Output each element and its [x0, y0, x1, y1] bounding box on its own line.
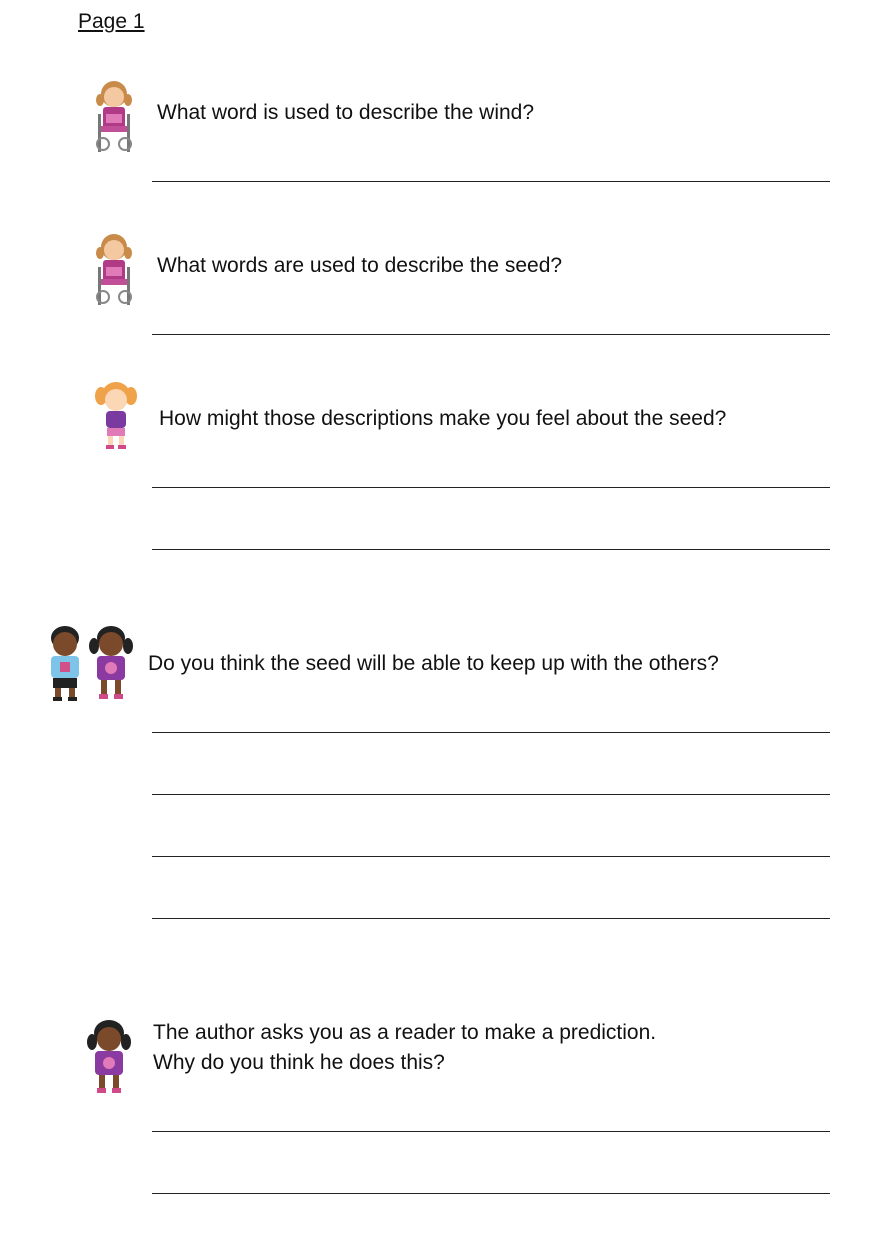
answer-line[interactable] — [152, 181, 830, 182]
question-5 — [153, 1018, 656, 1078]
question-3: How might those descriptions make you feel about the seed? — [159, 407, 727, 430]
question-1: What word is used to describe the wind? — [157, 101, 535, 124]
answer-line[interactable] — [152, 918, 830, 919]
question-4: Do you think the seed will be able to keep up with the others? — [148, 652, 719, 675]
question-5-line-1: The author asks you as a reader to make a prediction. — [153, 1021, 657, 1044]
boy-and-girl-icon — [44, 624, 134, 704]
question-2: What words are used to describe the seed? — [157, 254, 563, 277]
girl-pigtails-icon — [93, 380, 139, 452]
answer-line[interactable] — [152, 856, 830, 857]
answer-line[interactable] — [152, 732, 830, 733]
answer-line[interactable] — [152, 794, 830, 795]
answer-line[interactable] — [152, 1131, 830, 1132]
girl-wheelchair-reading-icon — [92, 231, 136, 307]
answer-line[interactable] — [152, 1193, 830, 1194]
page-label: Page 1 — [78, 10, 145, 33]
answer-line[interactable] — [152, 487, 830, 488]
girl-reading-icon — [86, 1018, 132, 1096]
question-5-line-2: Why do you think he does this? — [153, 1051, 445, 1074]
answer-line[interactable] — [152, 334, 830, 335]
girl-wheelchair-reading-icon — [92, 78, 136, 154]
answer-line[interactable] — [152, 549, 830, 550]
